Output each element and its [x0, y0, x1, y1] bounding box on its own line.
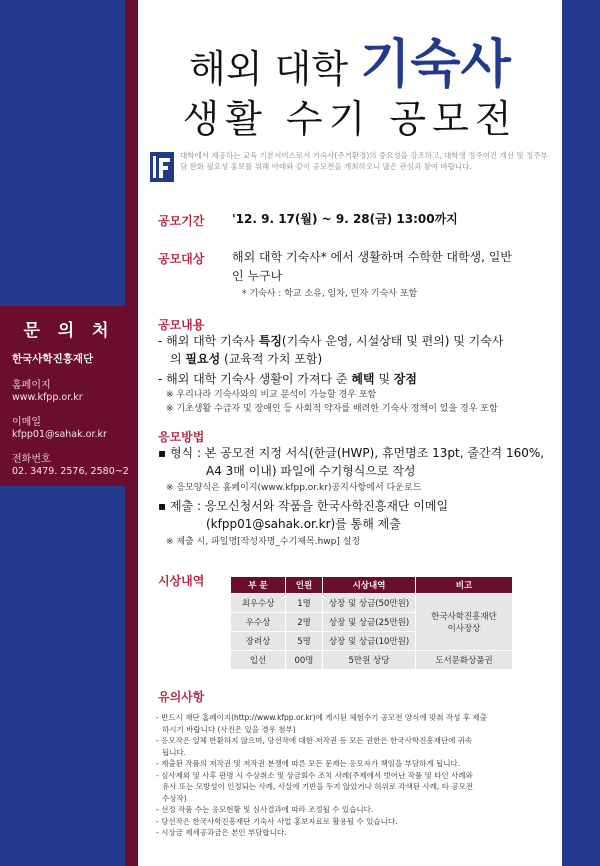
method-submit2: (kfpp01@sahak.or.kr)를 통해 제출: [206, 517, 401, 531]
intro-text: 대학에서 제공하는 교육 기본서비스로서 기숙사(주거환경)의 중요성을 강조하고, 대학생 정주여건 개선 및 정주부담 완화 필요성 홍보를 위해 아래와 같이 공모전을 개최하오니 많은 관심과 참여 바랍니다.: [180, 151, 548, 171]
method-submit1: ▪ 제출 : 응모신청서와 작품을 한국사학진흥재단 이메일: [158, 499, 449, 513]
method-form1: ▪ 형식 : 본 공모전 지정 서식(한글(HWP), 휴먼명조 13pt, 줄간격 160%,: [158, 446, 545, 460]
kfpp-logo-icon: [150, 152, 174, 182]
list-item: - 당선작은 한국사학진흥재단 기숙사 사업 홍보자료로 활용될 수 있습니다.: [156, 816, 398, 826]
period-label: 공모기간: [158, 214, 205, 228]
awards-header-row: 부 문 인원 시상내역 비고: [231, 577, 513, 594]
content-item2: - 해외 대학 기숙사 생활이 가져다 준 혜택 및 장점: [158, 372, 417, 386]
list-item: 됩니다.: [162, 747, 187, 757]
table-row: 우수상 2명 상장 및 상금(25만원): [231, 613, 513, 632]
target-label: 공모대상: [158, 252, 205, 266]
content-note1: ※ 우리나라 기숙사와의 비교 분석이 가능할 경우 포함: [166, 390, 377, 400]
list-item: 유사 또는 모방성이 인정되는 사례, 사실에 기반을 두지 않았거나 허위로 각색된 사례, 타 공모전: [162, 782, 474, 791]
phone-label: 전화번호: [12, 454, 51, 465]
title-highlight: 기숙사: [360, 35, 511, 95]
table-row: 장려상 5명 상장 및 상금(10만원): [231, 632, 513, 651]
list-item: - 선정 작품 수는 응모현황 및 심사결과에 따라 조정될 수 있습니다.: [156, 805, 374, 814]
target-note: * 기숙사 : 학교 소유, 임차, 민자 기숙사 포함: [242, 289, 418, 299]
poster-main: [138, 0, 562, 866]
content-label: 공모내용: [158, 318, 205, 332]
title-line2: 생활 수기 공모전: [182, 97, 518, 141]
method-form-note: ※ 응모양식은 홈페이지(www.kfpp.or.kr)공지사항에서 다운로드: [166, 483, 422, 493]
list-item: 하시기 바랍니다 (사진은 있을 경우 첨부): [162, 724, 296, 734]
content-note2: ※ 기초생활 수급자 및 장애인 등 사회적 약자를 배려한 기숙사 정책이 있을 경우 포함: [166, 404, 498, 414]
table-row: 최우수상 1명 상장 및 상금(50만원) 한국사학진흥재단 이사장상: [231, 594, 513, 613]
content-item1: - 해외 대학 기숙사 특징(기숙사 운영, 시설상태 및 편의) 및 기숙사: [158, 334, 504, 348]
title-line1: [138, 22, 562, 97]
phone-value: 02. 3479. 2576, 2580~2: [12, 466, 129, 477]
list-item: - 응모작은 일체 반환하지 않으며, 당선작에 대한 저작권 등 모든 권한은 한국사학진흥재단에 귀속: [156, 736, 473, 745]
awards-table: [230, 576, 513, 670]
contact-org: 한국사학진흥재단: [12, 353, 94, 365]
contact-title: 문 의 처: [23, 321, 115, 341]
list-item: 수상작): [162, 793, 187, 803]
notes-list: [156, 712, 560, 839]
period-value: '12. 9. 17(월) ~ 9. 28(금) 13:00까지: [232, 212, 458, 226]
target-line1: 해외 대학 기숙사* 에서 생활하며 수학한 대학생, 일반: [232, 250, 512, 264]
awards-note-merged: 한국사학진흥재단 이사장상: [416, 594, 513, 651]
target-line2: 인 누구나: [232, 269, 283, 283]
awards-label: 시상내역: [158, 574, 205, 588]
list-item: - 제출된 작품의 저작권 및 저작권 분쟁에 따른 모든 문제는 응모자가 책임을 부담하게 됩니다.: [156, 759, 461, 768]
method-submit-note: ※ 제출 시, 파일명[작성자명_수기제목.hwp] 설정: [166, 537, 361, 547]
contact-box: [0, 306, 138, 486]
method-form2: A4 3매 이내) 파일에 수기형식으로 작성: [206, 464, 416, 478]
homepage-label: 홈페이지: [12, 380, 51, 391]
email-label: 이메일: [12, 417, 41, 428]
notes-label: 유의사항: [158, 690, 205, 704]
method-label: 응모방법: [158, 430, 205, 444]
list-item: - 시상금 제세공과금은 본인 부담합니다.: [156, 828, 287, 837]
list-item: - 반드시 재단 홈페이지(http://www.kfpp.or.kr)에 게시된 체험수기 공모전 양식에 맞춰 작성 후 제출: [156, 713, 487, 722]
email-value: kfpp01@sahak.or.kr: [12, 429, 107, 440]
list-item: - 심사제외 및 사후 판명 시 수상취소 및 상금회수 조치 사례(주제에서 벗어난 작품 및 타인 사례와: [156, 770, 473, 780]
title-prefix: 해외 대학: [189, 47, 349, 91]
table-row: 입선 00명 5만원 상당 도서문화상품권: [231, 651, 513, 670]
right-blue-band: [562, 0, 600, 866]
homepage-value: www.kfpp.or.kr: [12, 392, 83, 403]
content-item1-cont: 의 필요성 (교육적 가치 포함): [170, 352, 323, 366]
